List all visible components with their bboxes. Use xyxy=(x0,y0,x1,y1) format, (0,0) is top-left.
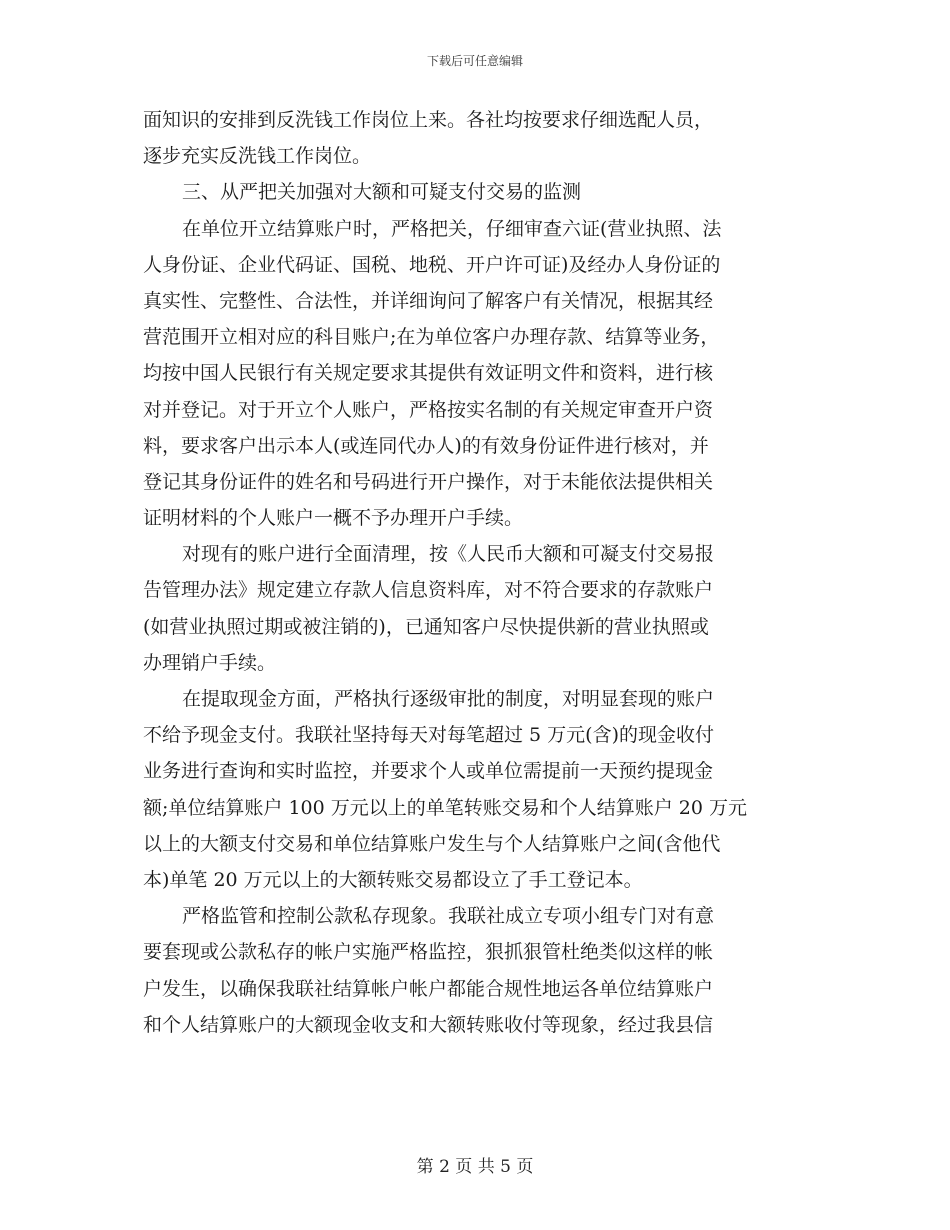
text-line: 营范围开立相对应的科目账户;在为单位客户办理存款、结算等业务， xyxy=(143,326,720,349)
text-line: 以上的大额支付交易和单位结算账户发生与个人结算账户之间(含他代 xyxy=(143,832,721,855)
page-footer: 第 2 页 共 5 页 xyxy=(416,1157,534,1177)
text-line: 额;单位结算账户 100 万元以上的单笔转账交易和个人结算账户 20 万元 xyxy=(143,796,748,819)
text-line: 业务进行查询和实时监控，并要求个人或单位需提前一天预约提现金 xyxy=(143,760,714,783)
text-line: 逐步充实反洗钱工作岗位。 xyxy=(143,145,372,168)
text-line: 和个人结算账户的大额现金收支和大额转账收付等现象，经过我县信 xyxy=(143,1013,714,1036)
text-line: 登记其身份证件的姓名和号码进行开户操作，对于未能依法提供相关 xyxy=(143,470,714,493)
text-line: 不给予现金支付。我联社坚持每天对每笔超过 5 万元(含)的现金收付 xyxy=(143,724,714,747)
text-line: 办理销户手续。 xyxy=(143,651,277,674)
text-line: 料，要求客户出示本人(或连同代办人)的有效身份证件进行核对，并 xyxy=(143,434,709,457)
text-line: 户发生，以确保我联社结算帐户帐户都能合规性地运各单位结算账户 xyxy=(143,977,714,1000)
text-line: 真实性、完整性、合法性，并详细询问了解客户有关情况，根据其经 xyxy=(143,289,714,312)
text-line: 要套现或公款私存的帐户实施严格监控，狠抓狠管杜绝类似这样的帐 xyxy=(143,941,714,964)
text-line: 本)单笔 20 万元以上的大额转账交易都设立了手工登记本。 xyxy=(143,868,643,891)
text-line: 对并登记。对于开立个人账户，严格按实名制的有关规定审查开户资 xyxy=(143,398,714,421)
text-line: 三、从严把关加强对大额和可疑支付交易的监测 xyxy=(182,181,582,204)
document-body xyxy=(143,102,813,1043)
text-line: 在提取现金方面，严格执行逐级审批的制度，对明显套现的账户 xyxy=(182,688,715,710)
text-line: 在单位开立结算账户时，严格把关，仔细审查六证(营业执照、法 xyxy=(182,217,722,240)
page-header: 下载后可任意编辑 xyxy=(426,54,523,68)
text-line: 均按中国人民银行有关规定要求其提供有效证明文件和资料，进行核 xyxy=(143,362,714,385)
text-line: 告管理办法》规定建立存款人信息资料库，对不符合要求的存款账户 xyxy=(143,579,714,602)
text-line: 面知识的安排到反洗钱工作岗位上来。各社均按要求仔细选配人员， xyxy=(143,109,714,131)
text-line: 对现有的账户进行全面清理，按《人民币大额和可凝支付交易报 xyxy=(182,543,715,566)
text-line: (如营业执照过期或被注销的)，已通知客户尽快提供新的营业执照或 xyxy=(143,615,709,638)
text-line: 人身份证、企业代码证、国税、地税、开户许可证)及经办人身份证的 xyxy=(143,253,721,276)
text-line: 证明材料的个人账户一概不予办理开户手续。 xyxy=(143,507,524,530)
text-line: 严格监管和控制公款私存现象。我联社成立专项小组专门对有意 xyxy=(182,905,715,928)
